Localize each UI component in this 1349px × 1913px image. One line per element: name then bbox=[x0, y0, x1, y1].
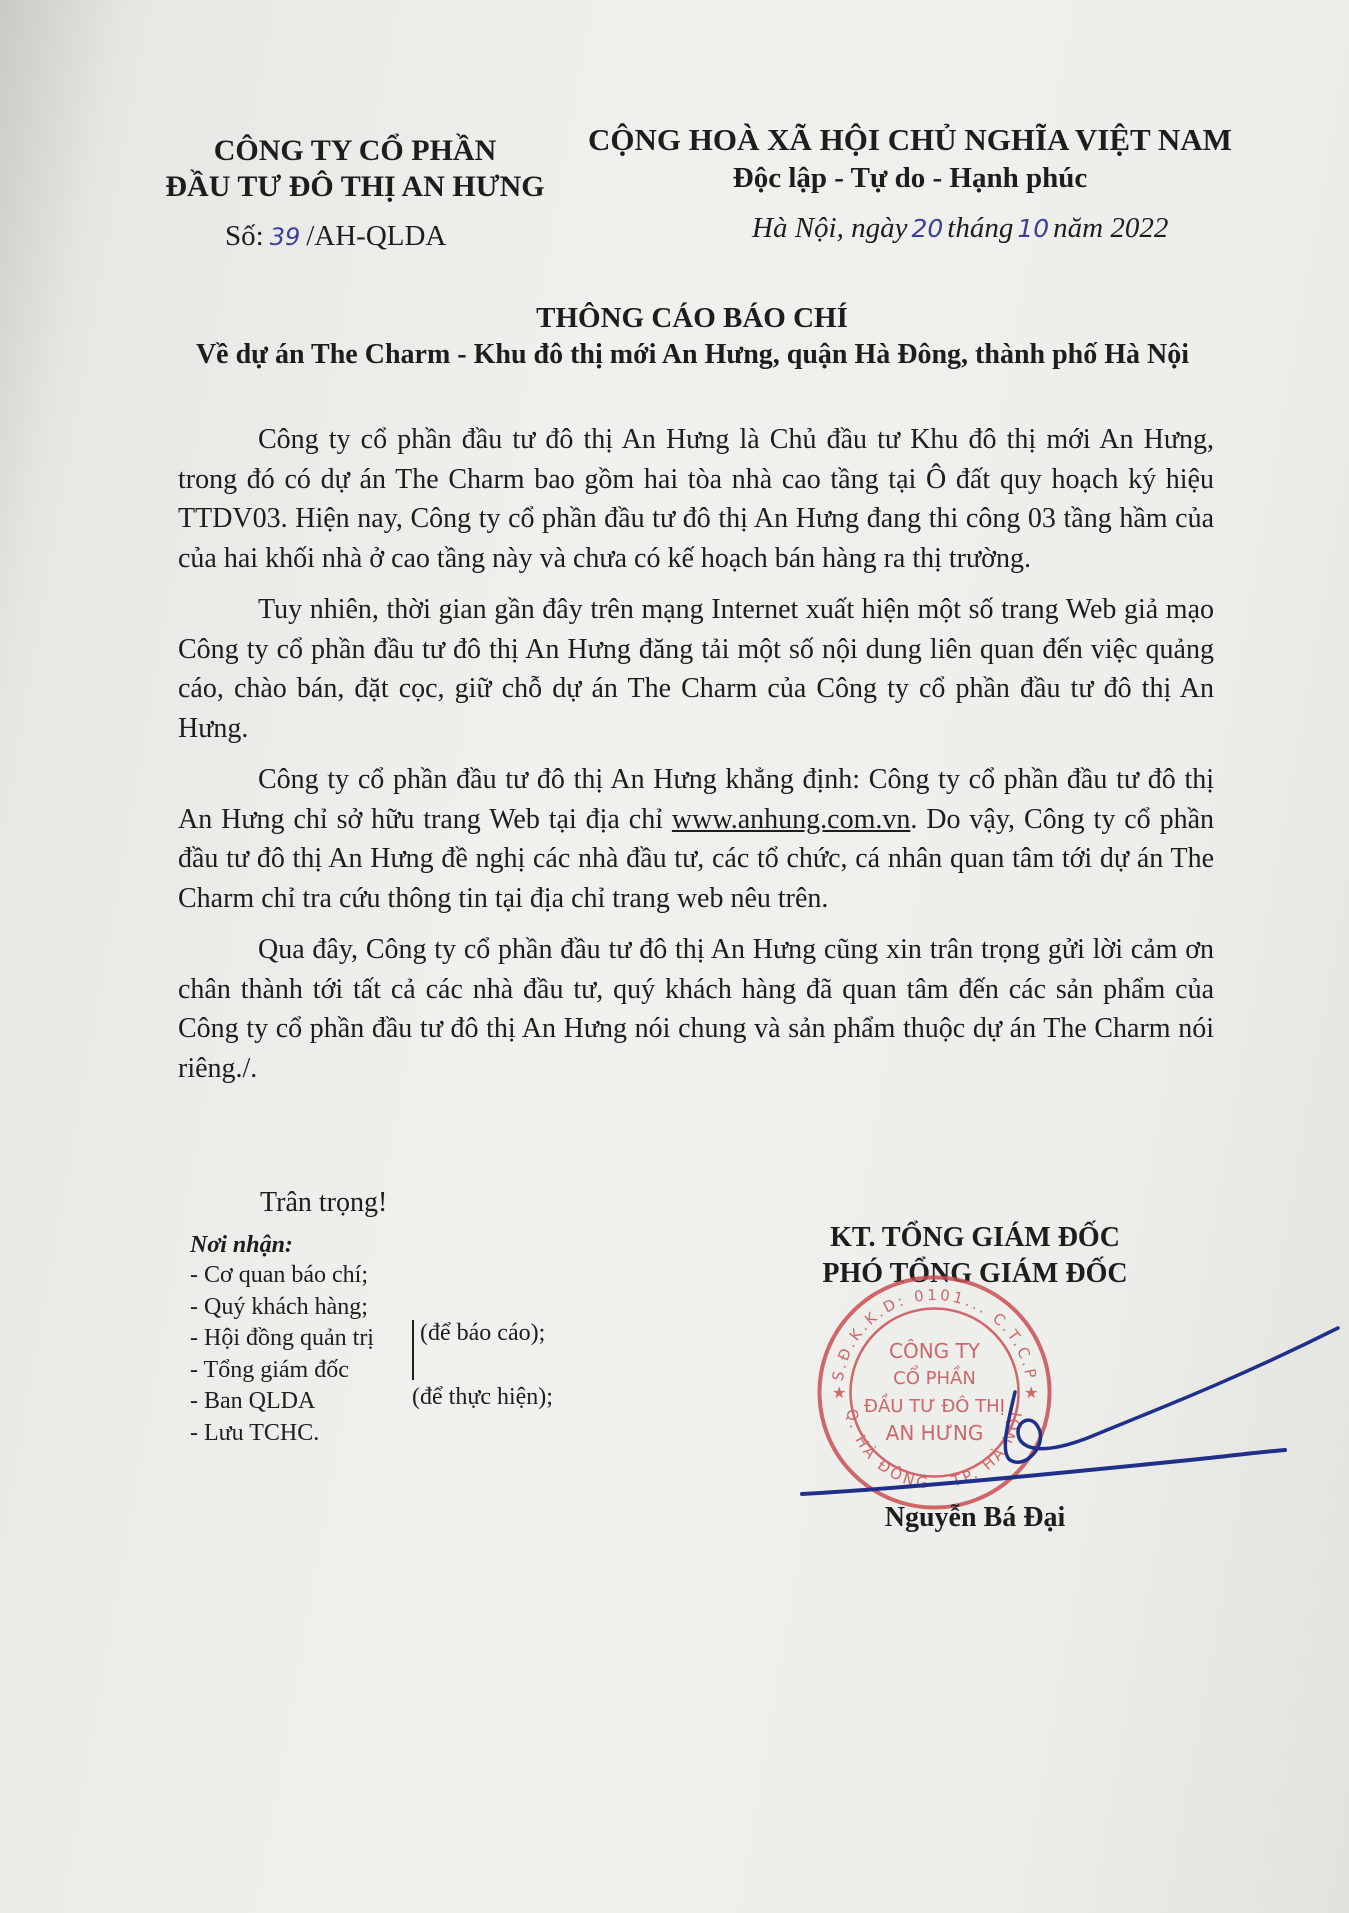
organization-name-line1: CÔNG TY CỔ PHẦN bbox=[213, 134, 497, 167]
recipients-bracket bbox=[412, 1320, 414, 1380]
date-year: năm 2022 bbox=[1053, 212, 1169, 244]
stamp-line-name: AN HƯNG bbox=[885, 1421, 984, 1445]
paragraph-3-end: . Do vậy, Công ty cổ phần đầu tư đô thị An Hưng đề nghị các nhà đầu tư, các tổ chức, cá nhân quan tâm tới dự án The Charm chỉ tra cứu thông tin tại địa chỉ trang web nêu trên. bbox=[178, 803, 1214, 914]
signature-title-line2: PHÓ TỔNG GIÁM ĐỐC bbox=[822, 1258, 1128, 1289]
stamp-line-joint-stock: CỔ PHẦN bbox=[893, 1368, 976, 1389]
document-title: THÔNG CÁO BÁO CHÍ bbox=[536, 302, 848, 334]
body-paragraph-4: Qua đây, Công ty cổ phần đầu tư đô thị An Hưng cũng xin trân trọng gửi lời cảm ơn chân thành tới tất cả các nhà đầu tư, quý khách hàng đã quan tâm đến các sản phẩm của Công ty cổ phần đầu tư đô thị An Hưng nói chung và sản phẩm thuộc dự án The Charm nói riêng./. bbox=[178, 934, 1214, 1084]
document-date bbox=[752, 212, 1168, 245]
recipients-list bbox=[190, 1260, 374, 1449]
recipient-item: - Ban QLDA bbox=[190, 1388, 316, 1414]
national-title: CỘNG HOÀ XÃ HỘI CHỦ NGHĨA VIỆT NAM bbox=[588, 122, 1232, 157]
document-body bbox=[178, 420, 1214, 1100]
recipients-note-execute: (để thực hiện); bbox=[412, 1384, 553, 1410]
document-subtitle: Về dự án The Charm - Khu đô thị mới An Hưng, quận Hà Đông, thành phố Hà Nội bbox=[195, 339, 1190, 370]
stamp-line-company: CÔNG TY bbox=[889, 1339, 980, 1363]
recipient-item: - Cơ quan báo chí; bbox=[190, 1262, 368, 1288]
document-number-prefix: Số: bbox=[225, 220, 264, 252]
recipients-note-report: (để báo cáo); bbox=[420, 1320, 546, 1346]
document-number-suffix: /AH-QLDA bbox=[306, 220, 447, 252]
organization-name-line2: ĐẦU TƯ ĐÔ THỊ AN HƯNG bbox=[165, 170, 545, 203]
recipient-item: - Lưu TCHC. bbox=[190, 1419, 320, 1446]
svg-text:★: ★ bbox=[832, 1383, 847, 1402]
body-paragraph-1: Công ty cổ phần đầu tư đô thị An Hưng là Chủ đầu tư Khu đô thị mới An Hưng, trong đó có dự án The Charm bao gồm hai tòa nhà cao tầng tại Ô đất quy hoạch ký hiệu TTDV03. Hiện nay, Công ty cổ phần đầu tư đô thị An Hưng đang thi công 03 tầng hầm của của hai khối nhà ở cao tầng này và chưa có kế hoạch bán hàng ra thị trường. bbox=[178, 424, 1214, 574]
date-month-label: tháng bbox=[947, 212, 1014, 244]
svg-text:★: ★ bbox=[1024, 1383, 1039, 1402]
website-link[interactable]: www.anhung.com.vn bbox=[671, 803, 911, 835]
closing-greeting: Trân trọng! bbox=[260, 1187, 388, 1218]
stamp-outer-text: S.Đ.K.K.D: 0101... C.T.C.P bbox=[828, 1285, 1041, 1383]
date-prefix: Hà Nội, ngày bbox=[752, 212, 908, 244]
body-paragraph-2: Tuy nhiên, thời gian gần đây trên mạng Internet xuất hiện một số trang Web giả mạo Công ty cổ phần đầu tư đô thị An Hưng đăng tải một số nội dung liên quan đến việc quảng cáo, chào bán, đặt cọc, giữ chỗ dự án The Charm của Công ty cổ phần đầu tư đô thị An Hưng. bbox=[178, 594, 1214, 744]
paragraph-3-start: Công ty cổ phần đầu tư đô thị An Hưng khẳng định: Công ty cổ phần đầu tư đô thị An Hưng chỉ sở hữu trang Web tại địa chỉ bbox=[178, 764, 1214, 835]
body-paragraph-3 bbox=[178, 760, 1214, 918]
stamp-line-investment: ĐẦU TƯ ĐÔ THỊ bbox=[864, 1396, 1005, 1417]
recipient-item: - Quý khách hàng; bbox=[190, 1293, 368, 1320]
stamp-bottom-text: Q. HÀ ĐÔNG - TP. HÀ NỘI bbox=[842, 1407, 1027, 1493]
document-number bbox=[225, 220, 446, 253]
signer-name: Nguyễn Bá Đại bbox=[884, 1502, 1066, 1533]
date-month: 10 bbox=[1017, 214, 1050, 243]
date-day: 20 bbox=[911, 214, 944, 243]
handwritten-signature bbox=[790, 1312, 1349, 1512]
signature-title-line1: KT. TỔNG GIÁM ĐỐC bbox=[830, 1222, 1120, 1253]
document-number-handwritten: 39 bbox=[269, 223, 301, 251]
recipients-title: Nơi nhận: bbox=[190, 1232, 293, 1258]
recipient-item: - Tổng giám đốc bbox=[190, 1356, 349, 1383]
national-motto: Độc lập - Tự do - Hạnh phúc bbox=[732, 162, 1088, 194]
recipient-item: - Hội đồng quản trị bbox=[190, 1325, 374, 1351]
